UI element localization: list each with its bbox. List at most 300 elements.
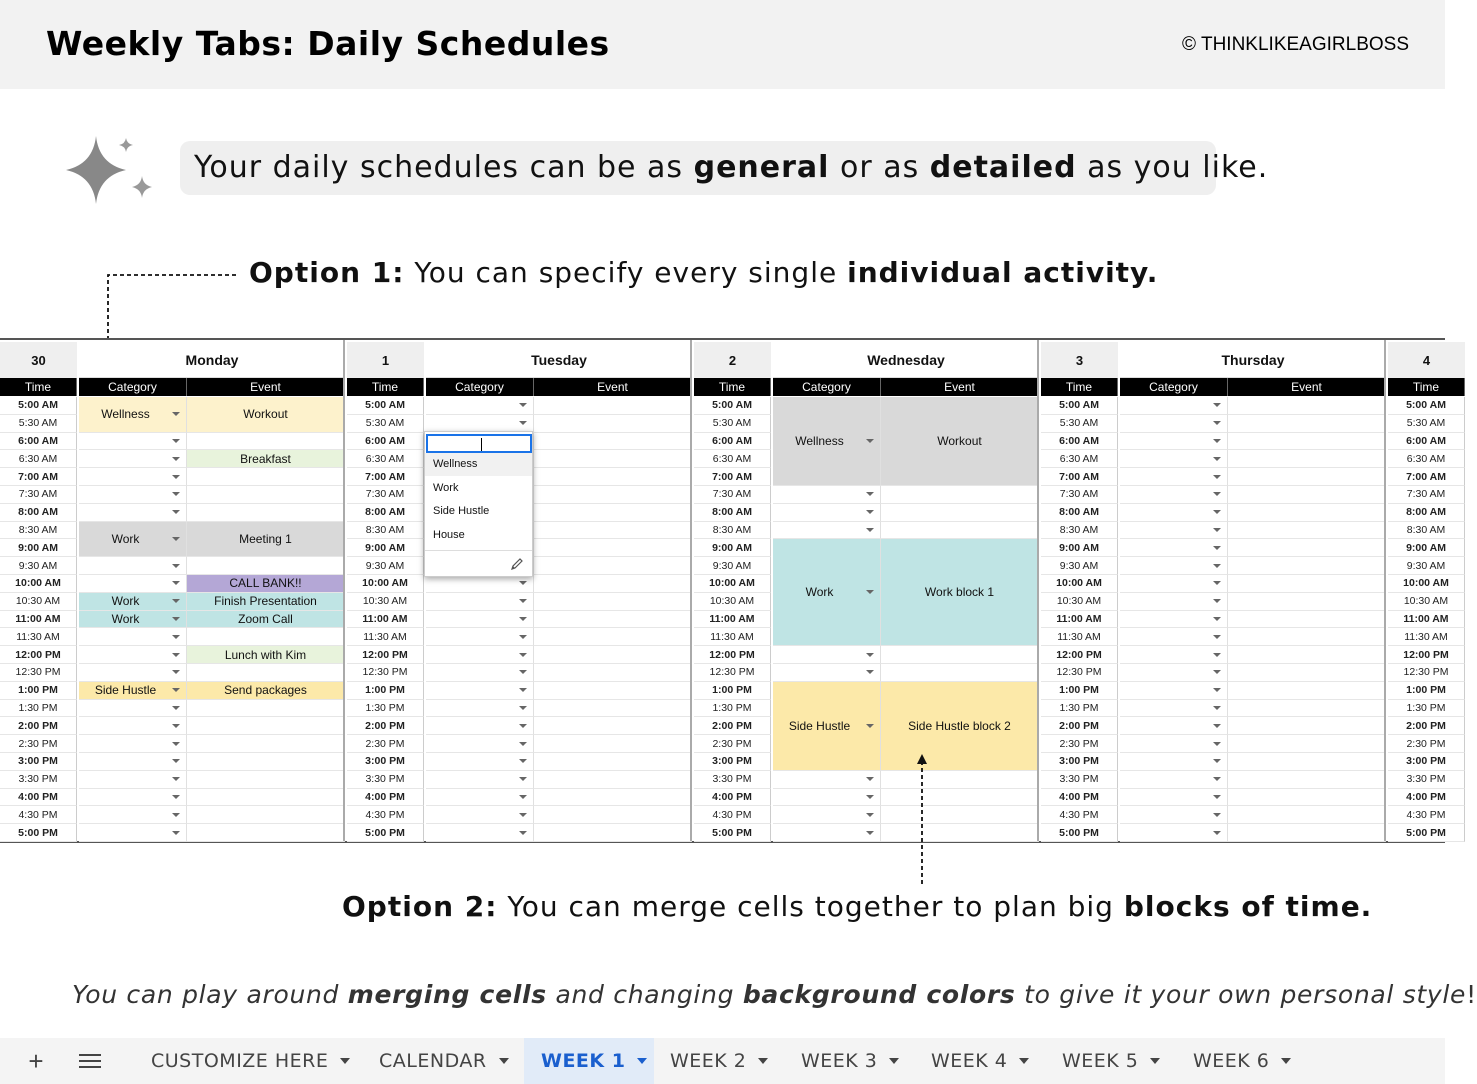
sheet-tab-week-4[interactable] xyxy=(914,1038,1039,1084)
dropdown-arrow-icon[interactable] xyxy=(172,635,180,639)
dropdown-arrow-icon[interactable] xyxy=(519,777,527,781)
time-cell: 1:00 PM xyxy=(1388,682,1465,700)
footnote-text xyxy=(72,980,1477,1009)
event-cell[interactable] xyxy=(1228,450,1386,468)
tab-menu-caret-icon[interactable] xyxy=(340,1058,350,1064)
category-cell[interactable] xyxy=(1120,468,1228,486)
dropdown-arrow-icon[interactable] xyxy=(1213,439,1221,443)
category-cell[interactable] xyxy=(426,753,534,771)
category-cell[interactable]: Wellness xyxy=(79,397,187,433)
dropdown-arrow-icon[interactable] xyxy=(172,439,180,443)
event-cell[interactable] xyxy=(881,824,1039,842)
option-2-arrow-icon xyxy=(912,752,932,892)
dropdown-arrow-icon[interactable] xyxy=(1213,492,1221,496)
dropdown-arrow-icon[interactable] xyxy=(1213,724,1221,728)
category-cell[interactable] xyxy=(773,646,881,664)
event-cell[interactable] xyxy=(881,789,1039,807)
category-cell[interactable] xyxy=(426,771,534,789)
event-cell[interactable] xyxy=(187,771,345,789)
category-dropdown-input[interactable] xyxy=(426,434,532,453)
dropdown-option-work[interactable]: Work xyxy=(433,481,459,494)
category-cell[interactable] xyxy=(1120,450,1228,468)
event-cell[interactable] xyxy=(187,700,345,718)
dropdown-arrow-icon[interactable] xyxy=(519,795,527,799)
dropdown-arrow-icon[interactable] xyxy=(519,581,527,585)
event-cell[interactable] xyxy=(1228,753,1386,771)
dropdown-arrow-icon[interactable] xyxy=(1213,759,1221,763)
event-cell[interactable] xyxy=(534,735,692,753)
event-cell[interactable] xyxy=(881,771,1039,789)
category-cell[interactable] xyxy=(79,504,187,522)
event-cell[interactable] xyxy=(1228,504,1386,522)
event-cell[interactable] xyxy=(534,611,692,629)
tab-menu-caret-icon[interactable] xyxy=(637,1058,647,1064)
time-cell: 1:00 PM xyxy=(1041,682,1118,700)
category-cell[interactable] xyxy=(426,646,534,664)
event-cell[interactable] xyxy=(534,450,692,468)
dropdown-arrow-icon[interactable] xyxy=(172,412,180,416)
category-cell[interactable] xyxy=(426,717,534,735)
dropdown-arrow-icon[interactable] xyxy=(1213,546,1221,550)
event-cell[interactable] xyxy=(534,433,692,451)
event-cell[interactable] xyxy=(534,664,692,682)
category-cell[interactable]: Work xyxy=(773,539,881,646)
time-cell: 9:30 AM xyxy=(347,557,424,575)
event-cell[interactable] xyxy=(1228,433,1386,451)
category-cell[interactable] xyxy=(79,664,187,682)
event-cell[interactable] xyxy=(534,628,692,646)
event-cell[interactable] xyxy=(1228,557,1386,575)
dropdown-arrow-icon[interactable] xyxy=(172,813,180,817)
category-cell[interactable] xyxy=(426,593,534,611)
category-cell[interactable] xyxy=(79,771,187,789)
event-cell[interactable] xyxy=(187,717,345,735)
sheet-tab-week-1[interactable] xyxy=(524,1038,654,1084)
time-cell: 12:30 PM xyxy=(694,664,771,682)
event-cell[interactable] xyxy=(1228,539,1386,557)
event-cell[interactable] xyxy=(534,682,692,700)
dropdown-arrow-icon[interactable] xyxy=(1213,581,1221,585)
category-column-header: Category xyxy=(773,378,881,396)
event-cell[interactable] xyxy=(1228,806,1386,824)
event-cell[interactable]: CALL BANK!! xyxy=(187,575,345,593)
event-cell[interactable] xyxy=(1228,397,1386,415)
event-cell[interactable] xyxy=(187,504,345,522)
dropdown-arrow-icon[interactable] xyxy=(172,457,180,461)
event-cell[interactable] xyxy=(534,504,692,522)
category-cell[interactable] xyxy=(773,806,881,824)
category-cell[interactable] xyxy=(1120,575,1228,593)
category-cell[interactable]: Work xyxy=(79,611,187,629)
event-cell[interactable] xyxy=(1228,415,1386,433)
category-cell[interactable] xyxy=(773,504,881,522)
category-cell[interactable] xyxy=(1120,646,1228,664)
category-cell[interactable]: Side Hustle xyxy=(79,682,187,700)
event-cell[interactable] xyxy=(1228,575,1386,593)
event-cell[interactable] xyxy=(1228,700,1386,718)
dropdown-arrow-icon[interactable] xyxy=(172,510,180,514)
event-cell[interactable] xyxy=(881,806,1039,824)
time-column-header: Time xyxy=(1041,378,1118,396)
time-cell: 2:00 PM xyxy=(694,717,771,735)
dropdown-option-house[interactable]: House xyxy=(433,528,465,541)
dropdown-arrow-icon[interactable] xyxy=(1213,688,1221,692)
sheet-tab-week-6[interactable] xyxy=(1176,1038,1301,1084)
dropdown-arrow-icon[interactable] xyxy=(866,795,874,799)
event-cell[interactable]: Lunch with Kim xyxy=(187,646,345,664)
category-cell[interactable] xyxy=(426,575,534,593)
tab-menu-caret-icon[interactable] xyxy=(889,1058,899,1064)
event-cell[interactable] xyxy=(534,415,692,433)
dropdown-arrow-icon[interactable] xyxy=(1213,670,1221,674)
category-cell[interactable] xyxy=(1120,700,1228,718)
dropdown-divider xyxy=(425,550,532,551)
category-cell[interactable] xyxy=(1120,539,1228,557)
pencil-edit-icon[interactable] xyxy=(509,556,525,572)
dropdown-arrow-icon[interactable] xyxy=(1213,403,1221,407)
category-cell[interactable] xyxy=(79,789,187,807)
dropdown-arrow-icon[interactable] xyxy=(172,688,180,692)
event-cell[interactable]: Work block 1 xyxy=(881,539,1039,646)
event-cell[interactable] xyxy=(881,646,1039,664)
sheet-tab-week-2[interactable] xyxy=(653,1038,778,1084)
category-cell[interactable] xyxy=(1120,611,1228,629)
time-cell: 4:00 PM xyxy=(0,789,77,807)
category-cell[interactable] xyxy=(79,450,187,468)
dropdown-arrow-icon[interactable] xyxy=(1213,777,1221,781)
category-cell[interactable] xyxy=(79,486,187,504)
sheet-tab-calendar[interactable] xyxy=(362,1038,517,1084)
dropdown-arrow-icon[interactable] xyxy=(1213,457,1221,461)
event-cell[interactable] xyxy=(187,468,345,486)
time-cell: 12:00 PM xyxy=(1041,646,1118,664)
dropdown-arrow-icon[interactable] xyxy=(1213,617,1221,621)
category-cell[interactable] xyxy=(426,735,534,753)
dropdown-arrow-icon[interactable] xyxy=(866,590,874,594)
dropdown-arrow-icon[interactable] xyxy=(519,724,527,728)
dropdown-arrow-icon[interactable] xyxy=(866,528,874,532)
event-cell[interactable] xyxy=(534,593,692,611)
event-cell[interactable] xyxy=(1228,824,1386,842)
time-cell: 6:00 AM xyxy=(0,433,77,451)
category-cell[interactable]: Side Hustle xyxy=(773,682,881,771)
dropdown-arrow-icon[interactable] xyxy=(172,581,180,585)
event-cell[interactable] xyxy=(534,717,692,735)
event-cell[interactable] xyxy=(1228,789,1386,807)
add-sheet-icon[interactable]: + xyxy=(28,1045,44,1076)
dropdown-arrow-icon[interactable] xyxy=(1213,706,1221,710)
time-cell: 10:00 AM xyxy=(1041,575,1118,593)
dropdown-arrow-icon[interactable] xyxy=(172,670,180,674)
category-cell[interactable] xyxy=(773,522,881,540)
event-cell[interactable] xyxy=(1228,682,1386,700)
category-cell[interactable] xyxy=(426,824,534,842)
category-cell[interactable] xyxy=(1120,824,1228,842)
event-cell[interactable] xyxy=(187,753,345,771)
event-cell[interactable] xyxy=(881,522,1039,540)
category-cell[interactable] xyxy=(79,646,187,664)
category-cell[interactable] xyxy=(1120,486,1228,504)
event-cell[interactable] xyxy=(1228,611,1386,629)
event-cell[interactable]: Side Hustle block 2 xyxy=(881,682,1039,771)
event-cell[interactable] xyxy=(1228,646,1386,664)
dropdown-arrow-icon[interactable] xyxy=(172,706,180,710)
category-cell[interactable] xyxy=(426,789,534,807)
event-cell[interactable] xyxy=(187,735,345,753)
event-cell[interactable] xyxy=(534,824,692,842)
event-cell[interactable] xyxy=(534,575,692,593)
dropdown-arrow-icon[interactable] xyxy=(1213,564,1221,568)
dropdown-arrow-icon[interactable] xyxy=(172,617,180,621)
dropdown-arrow-icon[interactable] xyxy=(866,724,874,728)
dropdown-arrow-icon[interactable] xyxy=(866,439,874,443)
category-cell[interactable] xyxy=(426,806,534,824)
dropdown-arrow-icon[interactable] xyxy=(519,635,527,639)
event-cell[interactable] xyxy=(534,557,692,575)
event-cell[interactable] xyxy=(187,806,345,824)
dropdown-arrow-icon[interactable] xyxy=(519,706,527,710)
category-cell[interactable] xyxy=(1120,806,1228,824)
dropdown-arrow-icon[interactable] xyxy=(519,831,527,835)
category-dropdown[interactable] xyxy=(424,431,533,577)
dropdown-arrow-icon[interactable] xyxy=(866,653,874,657)
event-cell[interactable] xyxy=(534,397,692,415)
dropdown-arrow-icon[interactable] xyxy=(1213,635,1221,639)
category-cell[interactable] xyxy=(79,433,187,451)
dropdown-arrow-icon[interactable] xyxy=(172,537,180,541)
event-cell[interactable] xyxy=(1228,522,1386,540)
dropdown-arrow-icon[interactable] xyxy=(519,688,527,692)
dropdown-arrow-icon[interactable] xyxy=(172,795,180,799)
event-cell[interactable] xyxy=(1228,593,1386,611)
dropdown-arrow-icon[interactable] xyxy=(519,421,527,425)
event-cell[interactable]: Workout xyxy=(881,397,1039,486)
dropdown-arrow-icon[interactable] xyxy=(172,475,180,479)
category-cell[interactable] xyxy=(1120,753,1228,771)
time-cell: 1:00 PM xyxy=(0,682,77,700)
category-cell[interactable] xyxy=(426,700,534,718)
event-cell[interactable]: Breakfast xyxy=(187,450,345,468)
category-cell[interactable] xyxy=(1120,717,1228,735)
event-cell[interactable]: Workout xyxy=(187,397,345,433)
category-cell[interactable] xyxy=(773,771,881,789)
category-cell[interactable]: Work xyxy=(79,522,187,558)
event-cell[interactable] xyxy=(1228,486,1386,504)
dropdown-arrow-icon[interactable] xyxy=(519,653,527,657)
event-cell[interactable] xyxy=(534,700,692,718)
event-cell[interactable] xyxy=(187,557,345,575)
option-1-label: Option 1: xyxy=(249,256,405,289)
dropdown-arrow-icon[interactable] xyxy=(1213,599,1221,603)
dropdown-arrow-icon[interactable] xyxy=(1213,475,1221,479)
dropdown-arrow-icon[interactable] xyxy=(172,653,180,657)
category-cell[interactable] xyxy=(79,628,187,646)
dropdown-option-side-hustle[interactable]: Side Hustle xyxy=(433,505,490,517)
event-cell[interactable] xyxy=(534,806,692,824)
category-cell[interactable] xyxy=(1120,628,1228,646)
event-cell[interactable] xyxy=(534,486,692,504)
dropdown-arrow-icon[interactable] xyxy=(172,831,180,835)
time-cell: 2:30 PM xyxy=(1041,735,1118,753)
category-cell[interactable] xyxy=(79,824,187,842)
event-cell[interactable] xyxy=(534,771,692,789)
dropdown-option-wellness[interactable]: Wellness xyxy=(425,453,532,476)
tab-menu-caret-icon[interactable] xyxy=(758,1058,768,1064)
dropdown-arrow-icon[interactable] xyxy=(1213,742,1221,746)
time-cell: 9:30 AM xyxy=(1388,557,1465,575)
event-cell[interactable] xyxy=(187,664,345,682)
option-2-text xyxy=(342,890,1372,923)
category-cell[interactable] xyxy=(1120,664,1228,682)
event-cell[interactable] xyxy=(187,789,345,807)
category-cell[interactable] xyxy=(1120,557,1228,575)
event-cell[interactable]: Finish Presentation xyxy=(187,593,345,611)
sheet-tab-customize-here[interactable] xyxy=(134,1038,349,1084)
dropdown-arrow-icon[interactable] xyxy=(172,564,180,568)
category-cell[interactable]: Wellness xyxy=(773,397,881,486)
dropdown-arrow-icon[interactable] xyxy=(519,617,527,621)
time-cell: 5:00 PM xyxy=(694,824,771,842)
day-number: 1 xyxy=(347,342,424,378)
event-cell[interactable] xyxy=(1228,664,1386,682)
time-cell: 2:30 PM xyxy=(694,735,771,753)
tab-menu-caret-icon[interactable] xyxy=(1150,1058,1160,1064)
event-cell[interactable]: Meeting 1 xyxy=(187,522,345,558)
dropdown-arrow-icon[interactable] xyxy=(1213,653,1221,657)
dropdown-arrow-icon[interactable] xyxy=(519,813,527,817)
event-cell[interactable] xyxy=(534,646,692,664)
event-cell[interactable] xyxy=(881,486,1039,504)
tab-menu-caret-icon[interactable] xyxy=(1281,1058,1291,1064)
category-cell[interactable] xyxy=(1120,735,1228,753)
event-cell[interactable] xyxy=(1228,771,1386,789)
category-cell[interactable] xyxy=(426,682,534,700)
event-cell[interactable] xyxy=(1228,628,1386,646)
event-cell[interactable] xyxy=(1228,735,1386,753)
category-cell[interactable]: Work xyxy=(79,593,187,611)
category-cell[interactable] xyxy=(1120,522,1228,540)
event-cell[interactable] xyxy=(187,824,345,842)
event-cell[interactable]: Send packages xyxy=(187,682,345,700)
event-cell[interactable] xyxy=(187,433,345,451)
sheet-tab-week-3[interactable] xyxy=(784,1038,909,1084)
sheet-tab-label: CUSTOMIZE HERE xyxy=(151,1050,329,1072)
tab-menu-caret-icon[interactable] xyxy=(499,1058,509,1064)
all-sheets-menu-icon[interactable] xyxy=(72,1038,108,1084)
dropdown-arrow-icon[interactable] xyxy=(1213,421,1221,425)
category-cell[interactable] xyxy=(1120,504,1228,522)
category-cell[interactable] xyxy=(1120,415,1228,433)
dropdown-arrow-icon[interactable] xyxy=(1213,510,1221,514)
dropdown-arrow-icon[interactable] xyxy=(1213,831,1221,835)
time-cell: 10:30 AM xyxy=(694,593,771,611)
dropdown-arrow-icon[interactable] xyxy=(172,759,180,763)
category-cell[interactable] xyxy=(426,664,534,682)
category-cell[interactable] xyxy=(426,628,534,646)
category-cell[interactable] xyxy=(426,611,534,629)
category-cell[interactable] xyxy=(79,468,187,486)
time-cell: 6:00 AM xyxy=(347,433,424,451)
category-cell[interactable] xyxy=(79,753,187,771)
dropdown-arrow-icon[interactable] xyxy=(866,492,874,496)
category-cell[interactable] xyxy=(773,486,881,504)
category-cell[interactable] xyxy=(773,789,881,807)
event-cell[interactable] xyxy=(534,522,692,540)
dropdown-arrow-icon[interactable] xyxy=(1213,813,1221,817)
event-cell[interactable] xyxy=(534,539,692,557)
dropdown-arrow-icon[interactable] xyxy=(519,599,527,603)
category-cell[interactable] xyxy=(773,824,881,842)
dropdown-arrow-icon[interactable] xyxy=(172,777,180,781)
tab-menu-caret-icon[interactable] xyxy=(1019,1058,1029,1064)
dropdown-arrow-icon[interactable] xyxy=(519,759,527,763)
dropdown-arrow-icon[interactable] xyxy=(519,403,527,407)
dropdown-arrow-icon[interactable] xyxy=(866,670,874,674)
event-cell[interactable] xyxy=(1228,717,1386,735)
dropdown-arrow-icon[interactable] xyxy=(866,813,874,817)
category-cell[interactable] xyxy=(79,735,187,753)
category-cell[interactable] xyxy=(426,415,534,433)
event-cell[interactable] xyxy=(881,664,1039,682)
dropdown-arrow-icon[interactable] xyxy=(172,492,180,496)
event-cell[interactable] xyxy=(534,789,692,807)
event-cell[interactable] xyxy=(881,504,1039,522)
time-cell: 6:30 AM xyxy=(347,450,424,468)
category-cell[interactable] xyxy=(1120,682,1228,700)
dropdown-arrow-icon[interactable] xyxy=(1213,795,1221,799)
day-separator xyxy=(343,340,345,841)
category-cell[interactable] xyxy=(1120,789,1228,807)
category-cell[interactable] xyxy=(1120,397,1228,415)
event-cell[interactable] xyxy=(534,468,692,486)
category-cell[interactable] xyxy=(1120,771,1228,789)
category-cell[interactable] xyxy=(426,397,534,415)
event-cell[interactable] xyxy=(534,753,692,771)
copyright-text: © THINKLIKEAGIRLBOSS xyxy=(1182,34,1409,55)
time-cell: 7:30 AM xyxy=(694,486,771,504)
dropdown-arrow-icon[interactable] xyxy=(866,510,874,514)
dropdown-arrow-icon[interactable] xyxy=(1213,528,1221,532)
time-cell: 2:30 PM xyxy=(0,735,77,753)
category-cell[interactable] xyxy=(79,575,187,593)
category-cell[interactable] xyxy=(79,700,187,718)
category-cell[interactable] xyxy=(79,557,187,575)
dropdown-arrow-icon[interactable] xyxy=(172,599,180,603)
dropdown-arrow-icon[interactable] xyxy=(519,742,527,746)
event-cell[interactable] xyxy=(187,486,345,504)
time-cell: 5:30 AM xyxy=(1388,415,1465,433)
category-cell[interactable] xyxy=(773,664,881,682)
dropdown-arrow-icon[interactable] xyxy=(172,742,180,746)
event-cell[interactable]: Zoom Call xyxy=(187,611,345,629)
sheet-tab-week-5[interactable] xyxy=(1045,1038,1170,1084)
sheet-tab-label: WEEK 5 xyxy=(1062,1050,1139,1072)
time-cell: 5:00 AM xyxy=(0,397,77,415)
event-cell[interactable] xyxy=(1228,468,1386,486)
time-cell: 5:00 PM xyxy=(1041,824,1118,842)
dropdown-arrow-icon[interactable] xyxy=(866,831,874,835)
category-cell[interactable] xyxy=(79,717,187,735)
dropdown-arrow-icon[interactable] xyxy=(519,670,527,674)
dropdown-arrow-icon[interactable] xyxy=(172,724,180,728)
page-title: Weekly Tabs: Daily Schedules xyxy=(46,24,610,63)
category-cell[interactable] xyxy=(1120,593,1228,611)
dropdown-arrow-icon[interactable] xyxy=(866,777,874,781)
category-cell[interactable] xyxy=(1120,433,1228,451)
category-cell[interactable] xyxy=(79,806,187,824)
footnote-part: to give it your own personal style xyxy=(1015,980,1467,1009)
event-cell[interactable] xyxy=(187,628,345,646)
